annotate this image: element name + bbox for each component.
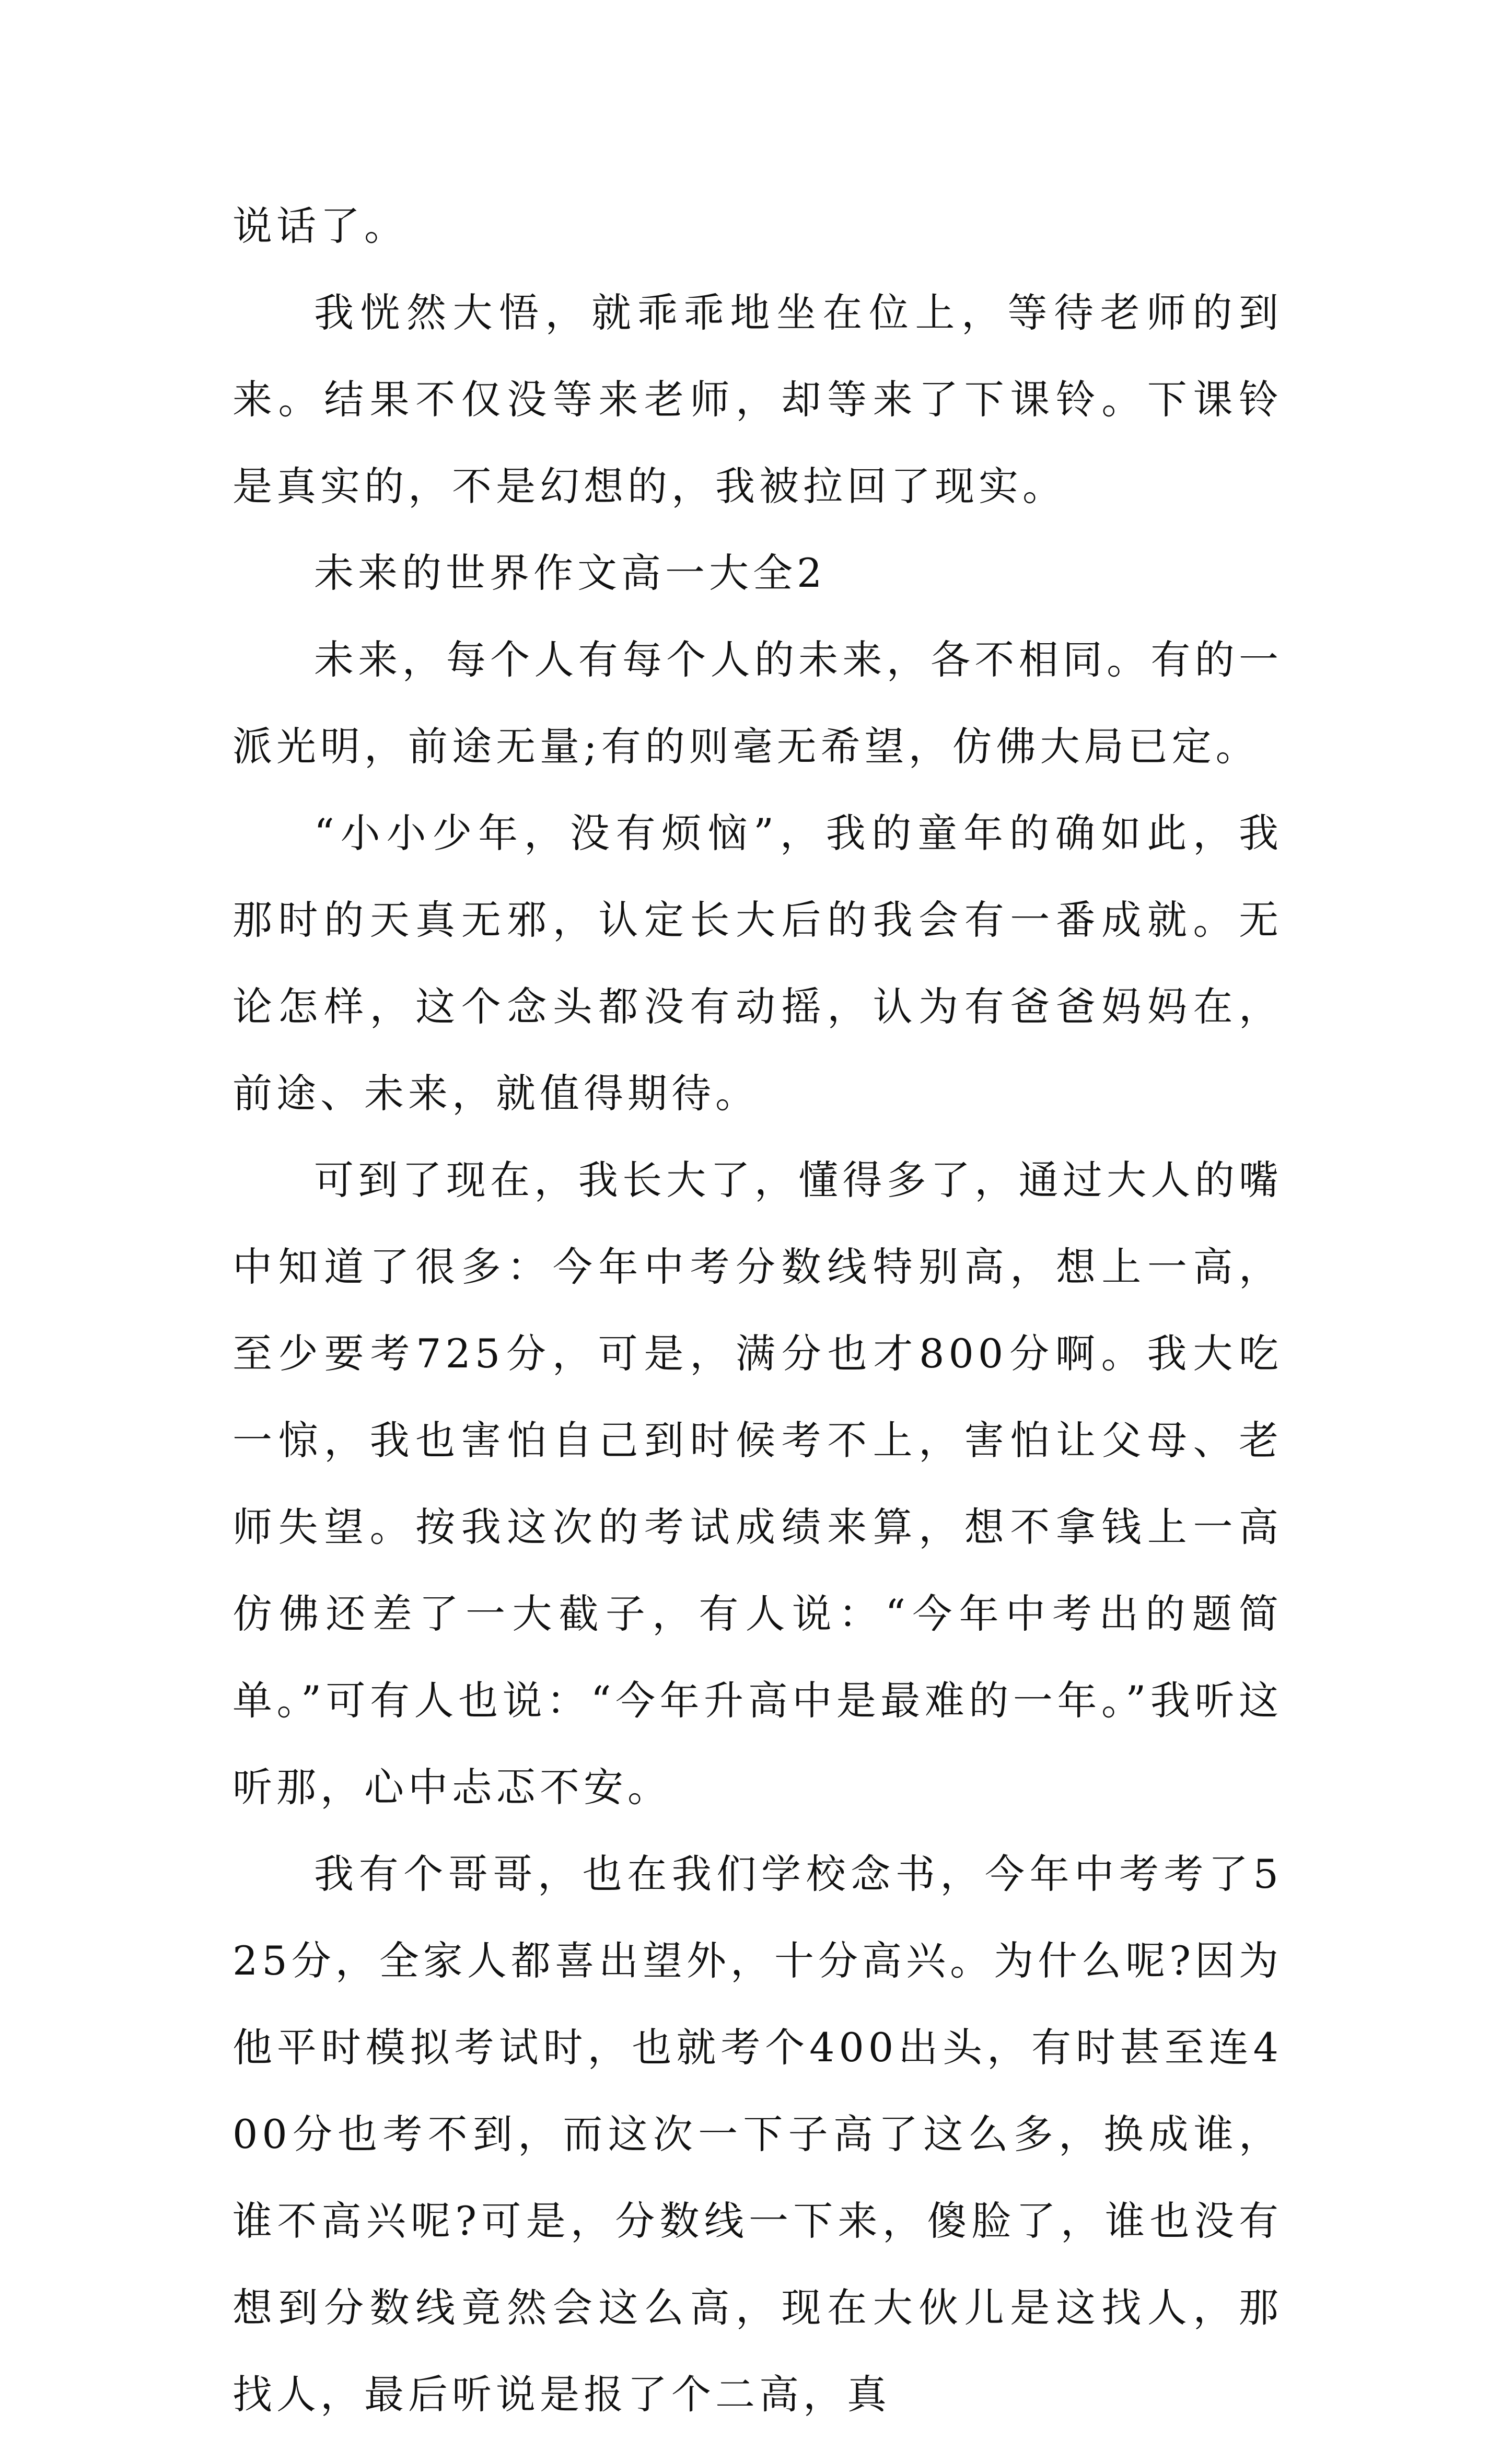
paragraph-continued: 说话了。 bbox=[232, 203, 408, 249]
paragraph: 可到了现在，我长大了，懂得多了，通过大人的嘴中知道了很多：今年中考分数线特别高，想上一高，至少要考725分，可是，满分也才800分啊。我大吃一惊，我也害怕自己到时候考不上，害怕让父母、老师失望。按我这次的考试成绩来算，想不拿钱上一高仿佛还差了一大截子，有人说：“今年中考出的题简单。”可有人也说：“今年升高中是最难的一年。”我听这听那，心中忐忑不安。 bbox=[232, 1157, 1283, 1810]
section-heading: 未来的世界作文高一大全2 bbox=[314, 550, 827, 596]
paragraph: “小小少年，没有烦恼”，我的童年的确如此，我那时的天真无邪，认定长大后的我会有一番成就。无论怎样，这个念头都没有动摇，认为有爸爸妈妈在，前途、未来，就值得期待。 bbox=[232, 810, 1283, 1117]
document-body bbox=[232, 183, 1283, 2438]
paragraph: 我恍然大悟，就乖乖地坐在位上，等待老师的到来。结果不仅没等来老师，却等来了下课铃。下课铃是真实的，不是幻想的，我被拉回了现实。 bbox=[232, 289, 1283, 509]
paragraph: 我有个哥哥，也在我们学校念书，今年中考考了525分，全家人都喜出望外，十分高兴。为什么呢?因为他平时模拟考试时，也就考个400出头，有时甚至连400分也考不到，而这次一下子高了这么多，换成谁，谁不高兴呢?可是，分数线一下来，傻脸了，谁也没有想到分数线竟然会这么高，现在大伙儿是这找人，那找人，最后听说是报了个二高，真 bbox=[232, 1851, 1283, 2418]
paragraph: 未来，每个人有每个人的未来，各不相同。有的一派光明，前途无量;有的则毫无希望，仿佛大局已定。 bbox=[232, 636, 1283, 770]
